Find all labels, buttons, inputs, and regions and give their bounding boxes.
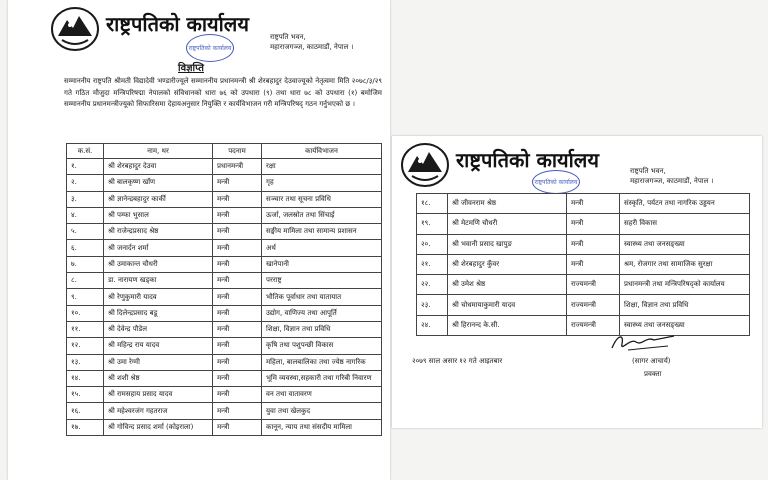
cell-name: श्री जनार्दन शर्मा [104,240,213,256]
cell-name: श्री जीवनराम श्रेष्ठ [448,194,567,214]
address-line-1: राष्ट्रपति भवन, [270,33,306,41]
cell-name: श्री महिन्द्र राय यादव [104,338,213,354]
office-title: राष्ट्रपतिको कार्यालय [106,12,249,36]
cell-name: श्री रामसहाय प्रसाद यादव [104,387,213,403]
cell-designation: मन्त्री [213,273,262,289]
cell-portfolio: खानेपानी [262,256,382,272]
table-row [417,214,750,234]
cell-portfolio: शिक्षा, विज्ञान तथा प्रविधि [620,295,750,315]
cell-designation: मन्त्री [213,207,262,223]
notice-title: विज्ञप्ति [178,63,204,74]
cell-portfolio: संस्कृति, पर्यटन तथा नागरिक उड्डयन [620,194,750,214]
table-row [417,315,750,335]
cell-designation: मन्त्री [213,403,262,419]
cell-serial: ६. [67,240,104,256]
cell-serial: २३. [417,295,448,315]
table-row [417,234,750,254]
table-row [67,370,382,386]
header-designation: पदनाम [213,144,262,159]
cell-designation: मन्त्री [567,254,620,274]
address-line-2: महाराजगञ्ज, काठमाडौं, नेपाल । [270,43,354,51]
cell-designation: मन्त्री [213,175,262,191]
cell-designation: मन्त्री [213,224,262,240]
cell-portfolio: अर्थ [262,240,382,256]
office-address [270,32,353,52]
cell-serial: १८. [417,194,448,214]
table-row [67,207,382,223]
cell-serial: ११. [67,321,104,337]
header-name: नाम, थर [104,144,213,159]
notice-date: २०७९ साल असार १२ गते आइतबार [412,357,503,365]
cell-portfolio: स्वास्थ्य तथा जनसङ्ख्या [620,234,750,254]
cell-serial: १३. [67,354,104,370]
cell-serial: ४. [67,207,104,223]
office-stamp [532,170,580,194]
table-row [67,175,382,191]
header-portfolio: कार्यविभाजन [262,144,382,159]
cell-serial: १२. [67,338,104,354]
table-row [67,240,382,256]
cell-portfolio: कानून, न्याय तथा संसदीय मामिला [262,419,382,435]
cell-designation: राज्यमन्त्री [567,275,620,295]
cell-name: श्री रेणुकुमारी यादव [104,289,213,305]
cell-name: श्री पम्फा भुसाल [104,207,213,223]
cell-name: श्री उमा रेग्मी [104,354,213,370]
cell-portfolio: भौतिक पूर्वाधार तथा यातायात [262,289,382,305]
cell-designation: मन्त्री [213,256,262,272]
signer-role: प्रवक्ता [644,370,662,378]
cell-serial: १४. [67,370,104,386]
cell-name: श्री शेरबहादुर देउवा [104,159,213,175]
table-row [417,254,750,274]
table-body-page-2 [417,194,750,336]
table-row [417,194,750,214]
cell-serial: ८. [67,273,104,289]
cell-portfolio: कृषि तथा पशुपन्छी विकास [262,338,382,354]
cell-portfolio: युवा तथा खेलकुद [262,403,382,419]
cell-name: डा. नारायण खड्का [104,273,213,289]
table-row [67,321,382,337]
cabinet-table-page-2 [416,193,750,336]
table-row [67,403,382,419]
office-title: राष्ट्रपतिको कार्यालय [456,148,599,172]
cell-name: श्री उमाकान्त चौधरी [104,256,213,272]
table-header-row [67,144,382,159]
stamp-text: राष्ट्रपतिको कार्यालय [188,45,232,52]
cell-designation: मन्त्री [213,305,262,321]
table-row [67,305,382,321]
table-row [67,273,382,289]
office-address [630,166,713,186]
table-body-page-1 [67,159,382,436]
cell-name: श्री बालकृष्ण खाँण [104,175,213,191]
cell-designation: मन्त्री [213,370,262,386]
cell-portfolio: सङ्घीय मामिला तथा सामान्य प्रशासन [262,224,382,240]
cell-designation: मन्त्री [213,289,262,305]
cell-serial: १६. [67,403,104,419]
cell-serial: ९. [67,289,104,305]
nepal-emblem-icon [400,142,450,188]
table-row [417,275,750,295]
table-row [67,289,382,305]
notice-page-2 [392,136,762,428]
cell-portfolio: प्रधानमन्त्री तथा मन्त्रिपरिषद्को कार्यालय [620,275,750,295]
address-line-2: महाराजगञ्ज, काठमाडौं, नेपाल । [630,177,714,185]
cell-portfolio: वन तथा वातावरण [262,387,382,403]
cell-serial: २०. [417,234,448,254]
cell-designation: मन्त्री [567,214,620,234]
cell-serial: ५. [67,224,104,240]
cell-designation: मन्त्री [213,240,262,256]
cell-serial: १०. [67,305,104,321]
cell-designation: प्रधानमन्त्री [213,159,262,175]
cell-designation: मन्त्री [213,354,262,370]
table-row [67,224,382,240]
table-row [67,354,382,370]
table-row [67,256,382,272]
table-row [67,191,382,207]
cell-name: श्री ज्ञानेन्द्रबहादुर कार्की [104,191,213,207]
cell-serial: १. [67,159,104,175]
table-row [67,159,382,175]
cell-name: श्री महेश्वरजंग गहतराज [104,403,213,419]
table-row [67,338,382,354]
cell-serial: २४. [417,315,448,335]
cell-portfolio: सहरी विकास [620,214,750,234]
nepal-emblem-icon [50,6,100,52]
notice-body: सम्माननीय राष्ट्रपति श्रीमती विद्यादेवी भण्डारीज्यूले सम्माननीय प्रधानमन्त्री श्री शेरबहादुर देउवाज्यूको नेतृत्वमा मिति २०७८/३/२९ गते गठित मौजुदा मन्त्रिपरिषद्मा नेपालको संविधानको धारा ७६ को उपधारा (९) तथा धारा ७८ को उपधारा (१) बमोजिम सम्माननीय प्रधानमन्त्रीज्यूको सिफारिसमा देहायअनुसार नियुक्ति र कार्यविभाजन गरी मन्त्रिपरिषद् गठन गर्नुभएको छ । [64,77,382,109]
cell-portfolio: शिक्षा, विज्ञान तथा प्रविधि [262,321,382,337]
cell-portfolio: उद्योग, वाणिज्य तथा आपूर्ति [262,305,382,321]
header-serial: क.सं. [67,144,104,159]
cell-portfolio: महिला, बालबालिका तथा ज्येष्ठ नागरिक [262,354,382,370]
cell-designation: मन्त्री [213,419,262,435]
cell-name: श्री हिरानन्द के.सी. [448,315,567,335]
cell-name: श्री गोविन्द प्रसाद शर्मा (कोइराला) [104,419,213,435]
cell-serial: १९. [417,214,448,234]
cell-designation: मन्त्री [213,191,262,207]
cabinet-table-page-1 [66,143,382,436]
cell-portfolio: श्रम, रोजगार तथा सामाजिक सुरक्षा [620,254,750,274]
table-row [417,295,750,315]
cell-designation: राज्यमन्त्री [567,315,620,335]
signer-name: (सागर आचार्य) [632,357,671,365]
table-row [67,419,382,435]
cell-name: श्री दिलेन्द्रप्रसाद बडू [104,305,213,321]
cell-designation: राज्यमन्त्री [567,295,620,315]
notice-page-1 [8,0,390,480]
cell-portfolio: रक्षा [262,159,382,175]
cell-designation: मन्त्री [213,387,262,403]
cell-name: श्री शशी श्रेष्ठ [104,370,213,386]
cell-designation: मन्त्री [567,194,620,214]
cell-name: श्री भवानी प्रसाद खापुङ [448,234,567,254]
cell-name: श्री राजेन्द्रप्रसाद श्रेष्ठ [104,224,213,240]
cell-designation: मन्त्री [567,234,620,254]
cell-serial: २१. [417,254,448,274]
cell-name: श्री चोधमायाकुमारी यादव [448,295,567,315]
address-line-1: राष्ट्रपति भवन, [630,167,666,175]
cell-serial: १५. [67,387,104,403]
signature-icon [608,330,678,354]
cell-serial: १७. [67,419,104,435]
cell-designation: मन्त्री [213,338,262,354]
cell-portfolio: गृह [262,175,382,191]
table-row [67,387,382,403]
cell-serial: २. [67,175,104,191]
cell-name: श्री देवेन्द्र पौडेल [104,321,213,337]
cell-portfolio: ऊर्जा, जलस्रोत तथा सिंचाई [262,207,382,223]
cell-portfolio: परराष्ट्र [262,273,382,289]
cell-portfolio: स्वास्थ्य तथा जनसङ्ख्या [620,315,750,335]
cell-serial: ७. [67,256,104,272]
cell-name: श्री शेरबहादुर कुँवर [448,254,567,274]
office-stamp [186,34,234,62]
cell-serial: २२. [417,275,448,295]
cell-designation: मन्त्री [213,321,262,337]
cell-serial: ३. [67,191,104,207]
cell-portfolio: भूमि व्यवस्था,सहकारी तथा गरिबी निवारण [262,370,382,386]
cell-name: श्री मेटमणि चौधरी [448,214,567,234]
cell-portfolio: सञ्चार तथा सूचना प्रविधि [262,191,382,207]
cell-name: श्री उमेश श्रेष्ठ [448,275,567,295]
stamp-text: राष्ट्रपतिको कार्यालय [534,179,578,186]
